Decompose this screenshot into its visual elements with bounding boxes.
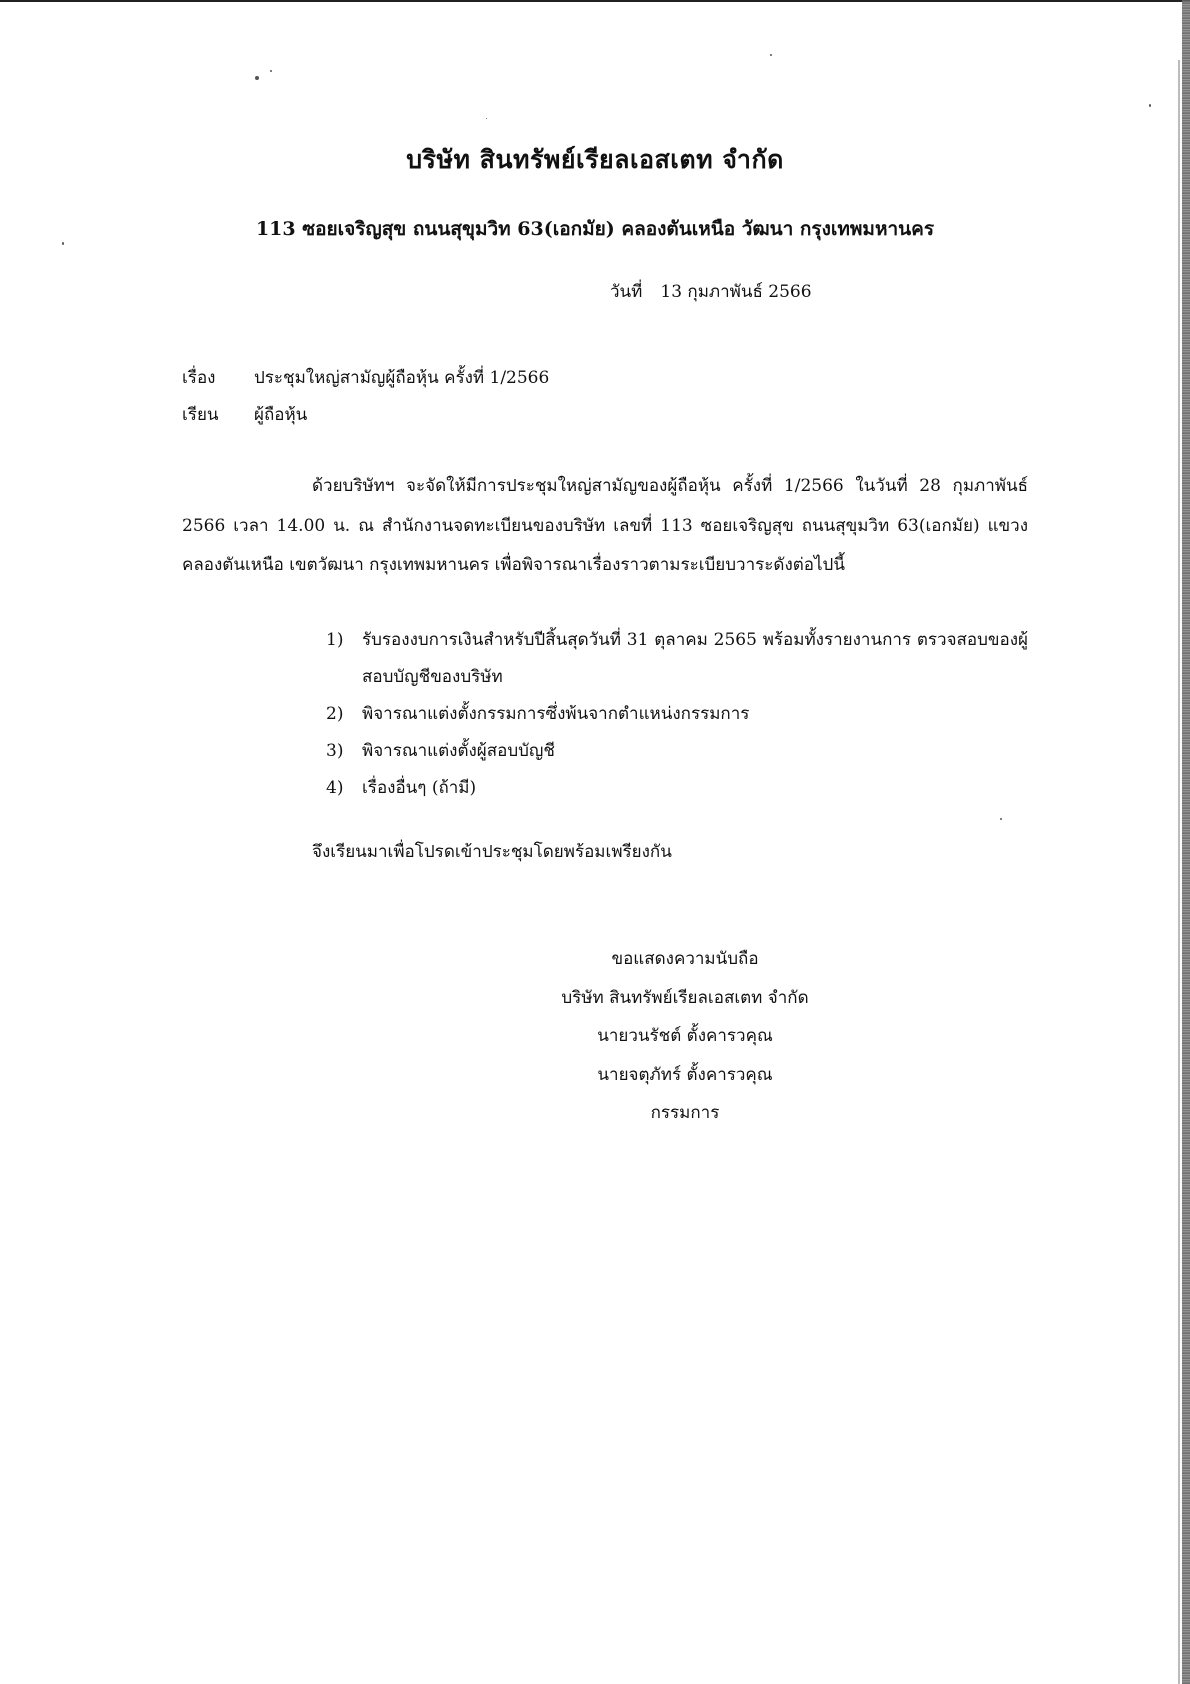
company-address: 113 ซอยเจริญสุข ถนนสุขุมวิท 63(เอกมัย) คลองตันเหนือ วัฒนา กรุงเทพมหานคร [255, 218, 935, 240]
date-label: วันที่ [610, 282, 643, 302]
agenda-item [326, 733, 1028, 770]
scan-speck [1000, 818, 1002, 820]
agenda-number: 2) [326, 704, 344, 724]
subject-row [182, 364, 549, 391]
subject-label: เรื่อง [182, 368, 216, 388]
recipient-value: ผู้ถือหุ้น [254, 405, 308, 425]
signer-name-2: นายจตุภัทร์ ตั้งคารวคุณ [597, 1064, 773, 1085]
agenda-text: เรื่องอื่นๆ (ถ้ามี) [362, 778, 477, 798]
agenda-number: 4) [326, 778, 344, 798]
scan-speck [270, 70, 272, 72]
recipient-row [182, 401, 307, 428]
signer-position: กรรมการ [650, 1103, 720, 1123]
signature-block [480, 940, 890, 1133]
signature-company: บริษัท สินทรัพย์เรียลเอสเตท จำกัด [561, 987, 809, 1008]
scan-right-edge [1182, 0, 1190, 1684]
agenda-item [326, 770, 1028, 807]
scan-right-shadow [1178, 60, 1180, 1684]
scan-speck [486, 118, 487, 119]
body-paragraph: ด้วยบริษัทฯ จะจัดให้มีการประชุมใหญ่สามัญของผู้ถือหุ้น ครั้งที่ 1/2566 ในวันที่ 28 กุมภาพันธ์ 2566 เวลา 14.00 น. ณ สำนักงานจดทะเบียนของบริษัท เลขที่ 113 ซอยเจริญสุข ถนนสุขุมวิท 63(เอกมัย) แขวงคลองตันเหนือ เขตวัฒนา กรุงเทพมหานคร เพื่อพิจารณาเรื่องราวตามระเบียบวาระดังต่อไปนี้ [182, 476, 1028, 575]
scan-speck [255, 76, 259, 80]
scan-speck [770, 54, 772, 56]
scan-top-border [0, 0, 1190, 2]
recipient-label: เรียน [182, 405, 219, 425]
signer-name-1: นายวนรัชต์ ตั้งคารวคุณ [597, 1026, 773, 1046]
scan-speck [1149, 104, 1151, 107]
agenda-item [326, 622, 1028, 696]
agenda-number: 3) [326, 741, 344, 761]
agenda-number: 1) [326, 630, 344, 650]
signature-salutation: ขอแสดงความนับถือ [611, 949, 759, 969]
company-name-heading: บริษัท สินทรัพย์เรียลเอสเตท จำกัด [406, 145, 784, 174]
agenda-text: พิจารณาแต่งตั้งผู้สอบบัญชี [362, 741, 555, 761]
letter-date [610, 278, 812, 305]
subject-value: ประชุมใหญ่สามัญผู้ถือหุ้น ครั้งที่ 1/2566 [254, 368, 550, 388]
agenda-text: รับรองงบการเงินสำหรับปีสิ้นสุดวันที่ 31 ตุลาคม 2565 พร้อมทั้งรายงานการ ตรวจสอบของผู้สอบบัญชีของบริษัท [362, 630, 1028, 687]
agenda-text: พิจารณาแต่งตั้งกรรมการซึ่งพ้นจากตำแหน่งกรรมการ [362, 704, 750, 724]
closing-line: จึงเรียนมาเพื่อโปรดเข้าประชุมโดยพร้อมเพรียงกัน [312, 842, 672, 862]
date-value: 13 กุมภาพันธ์ 2566 [660, 282, 812, 302]
agenda-list [326, 622, 1028, 807]
agenda-item [326, 696, 1028, 733]
